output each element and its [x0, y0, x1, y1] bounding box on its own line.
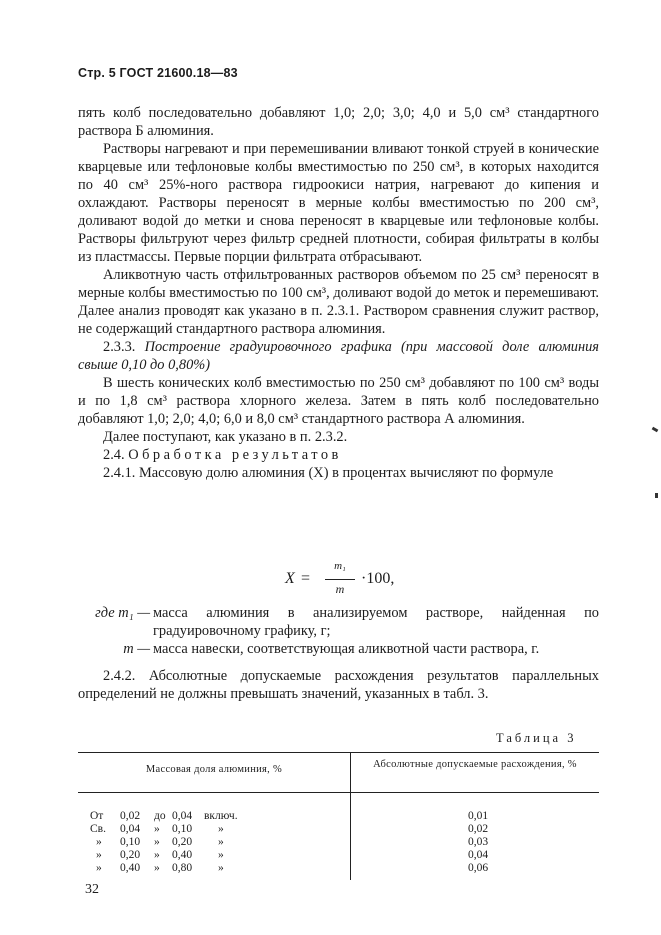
table-row [78, 823, 599, 837]
range-prefix: » [96, 836, 102, 848]
section-title: Построение градуировочного графика (при массовой доле алюминия свыше 0,10 до 0,80%) [78, 339, 599, 373]
scan-mark [652, 427, 659, 433]
where-symbol: где m₁ — [95, 605, 150, 621]
table-top-rule [78, 752, 599, 753]
section-number: 2.4. [103, 447, 125, 463]
section-title: Обработка результатов [128, 447, 342, 463]
range-from: 0,10 [120, 836, 141, 848]
section-2-3-3 [78, 338, 599, 374]
table-row [78, 862, 599, 876]
formula-denominator: m [335, 582, 345, 596]
table-header-col2: Абсолютные допускаемые расхождения, % [373, 759, 577, 770]
range-prefix: Св. [90, 823, 106, 835]
range-from: 0,04 [120, 823, 141, 835]
paragraph-3: Аликвотную часть отфильтрованных растворов объемом по 25 см³ переносят в мерные колбы вместимостью по 100 см³, доливают водой до меток и перемешивают. Далее анализ проводят как указано в п. 2.3.1. Раствором сравнения служит раствор, не содержащий стандартного раствора алюминия. [78, 267, 599, 337]
range-suffix: » [218, 823, 224, 835]
range-to: 0,20 [172, 836, 193, 848]
paragraph-2: Растворы нагревают и при перемешивании вливают тонкой струей в конические кварцевые или тефлоновые колбы вместимостью по 250 см³, в которых находится по 40 см³ 25%-ного раствора гидроокиси натрия, нагревают до кипения и охлаждают. Растворы переносят в мерные колбы вместимостью по 200 см³, доливают водой до метки и снова переносят в кварцевые или тефлоновые колбы. Растворы фильтруют через фильтр средней плотности, собирая фильтраты в колбы из пластмассы. Первые порции фильтрата отбрасывают. [78, 141, 599, 265]
range-mid: » [154, 849, 160, 861]
tolerance-value: 0,03 [468, 836, 489, 848]
range-prefix: » [96, 862, 102, 874]
range-suffix: » [218, 836, 224, 848]
page-number: 32 [85, 882, 99, 897]
where-text: масса навески, соответствующая аликвотной части раствора, г. [153, 641, 540, 657]
range-suffix: » [218, 862, 224, 874]
range-to: 0,10 [172, 823, 193, 835]
table-caption: Таблица 3 [496, 731, 577, 745]
page-header: Стр. 5 ГОСТ 21600.18—83 [78, 66, 238, 80]
table-header-rule [78, 792, 599, 793]
range-prefix: От [90, 810, 104, 822]
formula-equals: = [301, 570, 311, 587]
formula-lhs: X [285, 570, 295, 587]
where-symbol: m — [123, 641, 150, 657]
body-text-2 [78, 667, 599, 703]
range-mid: до [154, 810, 166, 822]
range-to: 0,40 [172, 849, 193, 861]
range-suffix: » [218, 849, 224, 861]
range-from: 0,02 [120, 810, 141, 822]
tolerance-value: 0,02 [468, 823, 489, 835]
where-text: масса алюминия в анализируемом растворе, найденная по градуировочному графику, г; [153, 605, 599, 639]
formula-rest: ·100, [361, 570, 395, 587]
range-mid: » [154, 862, 160, 874]
range-mid: » [154, 836, 160, 848]
formula [285, 558, 445, 602]
paragraph-4: В шесть конических колб вместимостью по 250 см³ добавляют по 100 см³ воды и по 1,8 см³ раствора хлорного железа. Затем в пять колб последовательно добавляют 1,0; 2,0; 4,0; 6,0 и 8,0 см³ стандартного раствора А алюминия. [78, 375, 599, 427]
section-2-4 [78, 446, 599, 464]
tolerance-value: 0,01 [468, 810, 489, 822]
tolerance-value: 0,06 [468, 862, 489, 874]
paragraph-7: 2.4.2. Абсолютные допускаемые расхождения результатов параллельных определений не должны превышать значений, указанных в табл. 3. [78, 668, 599, 702]
table-row [78, 849, 599, 863]
range-from: 0,40 [120, 862, 141, 874]
paragraph-5: Далее поступают, как указано в п. 2.3.2. [103, 429, 348, 445]
tolerance-value: 0,04 [468, 849, 489, 861]
range-to: 0,80 [172, 862, 193, 874]
table-row [78, 836, 599, 850]
range-prefix: » [96, 849, 102, 861]
scan-mark [655, 493, 658, 498]
table-header-col1: Массовая доля алюминия, % [145, 764, 283, 775]
fraction-bar [325, 579, 355, 580]
range-mid: » [154, 823, 160, 835]
paragraph-1: пять колб последовательно добавляют 1,0; 2,0; 3,0; 4,0 и 5,0 см³ стандартного раствора Б алюминия. [78, 105, 599, 139]
section-number: 2.3.3. [103, 339, 136, 355]
body-text [78, 104, 599, 482]
paragraph-6: 2.4.1. Массовую долю алюминия (X) в процентах вычисляют по формуле [103, 465, 554, 481]
table-row [78, 810, 599, 824]
range-suffix: включ. [204, 810, 238, 822]
range-to: 0,04 [172, 810, 193, 822]
formula-numerator: m₁ [334, 560, 346, 572]
range-from: 0,20 [120, 849, 141, 861]
